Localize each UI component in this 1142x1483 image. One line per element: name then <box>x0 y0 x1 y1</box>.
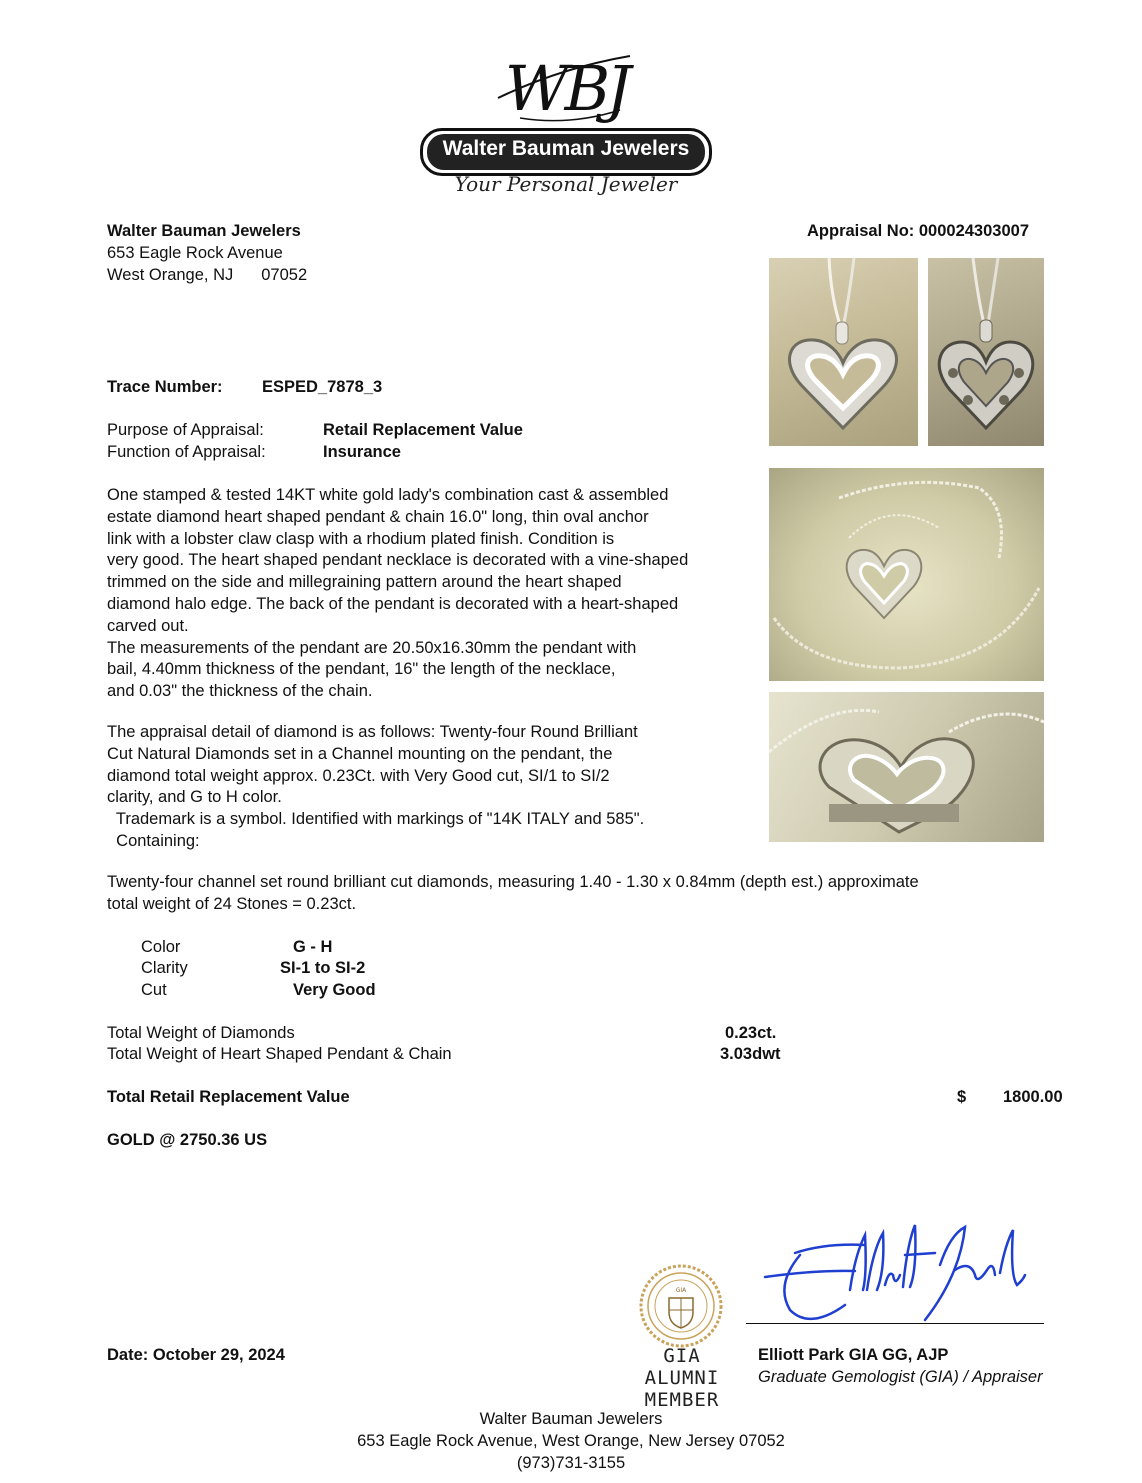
svg-text:WBJ: WBJ <box>504 52 628 125</box>
weight-label-diamonds: Total Weight of Diamonds <box>107 1024 295 1042</box>
grade-value-clarity: SI-1 to SI-2 <box>280 959 366 977</box>
grade-label-clarity: Clarity <box>141 959 188 977</box>
trace-label: Trace Number: <box>107 378 223 396</box>
gia-alumni-member <box>626 1345 738 1411</box>
footer-company: Walter Bauman Jewelers <box>479 1410 663 1428</box>
diamond-detail-line: The appraisal detail of diamond is as follows: Twenty-four Round Brilliant <box>107 723 638 741</box>
grade-label-color: Color <box>141 938 181 956</box>
description-line: bail, 4.40mm thickness of the pendant, 16" the length of the necklace, <box>107 660 616 679</box>
function-value: Insurance <box>323 443 401 461</box>
diamond-detail <box>107 722 644 853</box>
appraiser-title: Graduate Gemologist (GIA) / Appraiser <box>758 1368 1043 1386</box>
diamond-detail-line: clarity, and G to H color. <box>107 788 282 807</box>
appraisal-label: Appraisal No: <box>807 222 915 240</box>
footer <box>0 1409 1142 1474</box>
description-line: The measurements of the pendant are 20.50x16.30mm the pendant with <box>107 638 637 657</box>
description-line: estate diamond heart shaped pendant & chain 16.0" long, thin oval anchor <box>107 507 649 526</box>
stones-description <box>107 872 919 916</box>
company-city <box>107 265 307 287</box>
appraisal-value: 000024303007 <box>918 222 1029 240</box>
total-label: Total Retail Replacement Value <box>107 1088 350 1106</box>
gia-alumni-seal-icon <box>639 1264 723 1348</box>
description-line: diamond halo edge. The back of the pendant is decorated with a heart-shaped <box>107 594 679 613</box>
diamond-detail-line: Containing: <box>107 831 200 850</box>
stones-line: Twenty-four channel set round brilliant cut diamonds, measuring 1.40 - 1.30 x 0.84mm (depth est.) approximate <box>107 873 919 891</box>
logo-tagline: Your Personal Jeweler <box>454 172 678 196</box>
total-currency: $ <box>957 1088 967 1106</box>
weight-value-pendant: 3.03dwt <box>720 1045 781 1063</box>
grade-value-color: G - H <box>293 938 333 956</box>
description-line: One stamped & tested 14KT white gold lady's combination cast & assembled <box>107 486 669 504</box>
gia-line-2: MEMBER <box>644 1389 720 1411</box>
handwritten-signature <box>755 1215 1030 1325</box>
footer-address: 653 Eagle Rock Avenue, West Orange, New Jersey 07052 <box>357 1431 785 1450</box>
appraiser-name: Elliott Park GIA GG, AJP <box>758 1346 949 1364</box>
description-line: very good. The heart shaped pendant necklace is decorated with a vine-shaped <box>107 551 689 570</box>
total-value: 1800.00 <box>1003 1088 1063 1106</box>
diamond-detail-line: Trademark is a symbol. Identified with markings of "14K ITALY and 585". <box>107 810 645 829</box>
grade-label-cut: Cut <box>141 981 167 999</box>
footer-phone: (973)731-3155 <box>516 1453 626 1472</box>
diamond-detail-line: Cut Natural Diamonds set in a Channel mounting on the pendant, the <box>107 744 613 763</box>
gold-price: GOLD @ 2750.36 US <box>107 1131 268 1149</box>
grade-value-cut: Very Good <box>293 981 376 999</box>
purpose-value: Retail Replacement Value <box>323 421 523 439</box>
svg-text:GIA: GIA <box>675 1287 687 1294</box>
weight-label-pendant: Total Weight of Heart Shaped Pendant & Chain <box>107 1045 452 1063</box>
stones-line: total weight of 24 Stones = 0.23ct. <box>107 894 357 913</box>
diamond-detail-line: diamond total weight approx. 0.23Ct. with Very Good cut, SI/1 to SI/2 <box>107 766 610 785</box>
company-logo <box>420 48 712 198</box>
pendant-back-photo <box>928 258 1044 446</box>
trace-value: ESPED_7878_3 <box>262 378 383 396</box>
pendant-side-photo <box>769 692 1044 842</box>
description-line: trimmed on the side and millegraining pattern around the heart shaped <box>107 573 622 592</box>
logo-monogram <box>420 48 712 126</box>
appraisal-date: Date: October 29, 2024 <box>107 1346 285 1364</box>
purpose-label: Purpose of Appraisal: <box>107 421 264 439</box>
company-address: 653 Eagle Rock Avenue <box>107 244 283 262</box>
description-line: link with a lobster claw clasp with a rhodium plated finish. Condition is <box>107 529 615 548</box>
function-label: Function of Appraisal: <box>107 443 266 461</box>
zip-code: 07052 <box>261 266 308 284</box>
gia-line-1: GIA ALUMNI <box>644 1345 720 1389</box>
logo-banner-text: Walter Bauman Jewelers <box>427 134 705 170</box>
company-name: Walter Bauman Jewelers <box>107 222 301 240</box>
pendant-front-photo <box>769 258 918 446</box>
logo-banner <box>420 128 712 176</box>
appraisal-number <box>807 221 1029 243</box>
necklace-full-photo <box>769 468 1044 681</box>
description-line: and 0.03" the thickness of the chain. <box>107 682 373 701</box>
weight-value-diamonds: 0.23ct. <box>725 1024 777 1042</box>
city-state: West Orange, NJ <box>107 266 234 284</box>
item-description <box>107 485 688 703</box>
description-line: carved out. <box>107 616 189 635</box>
signature-line <box>746 1323 1044 1324</box>
